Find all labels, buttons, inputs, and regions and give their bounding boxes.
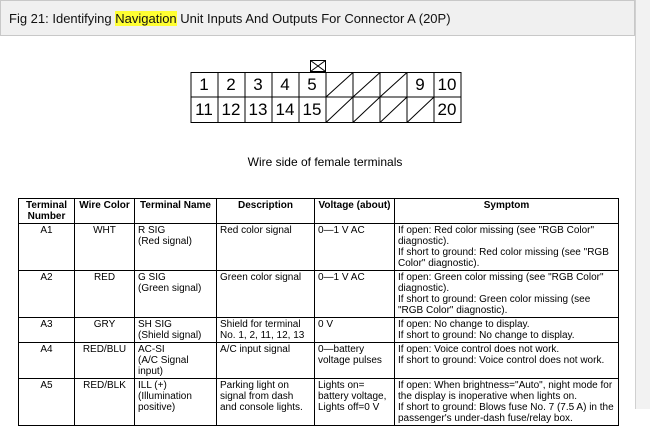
symptom-cell: If open: Red color missing (see "RGB Color" diagnostic). If short to ground: Red color missing (see "RGB Color" diagnostic). <box>395 224 619 271</box>
table-row <box>19 271 619 318</box>
wire-color-cell: RED/BLK <box>75 379 135 426</box>
pin-11: 11 <box>195 100 213 119</box>
voltage-cell: 0—battery voltage pulses <box>315 343 395 379</box>
terminal-name-cell: G SIG (Green signal) <box>135 271 217 318</box>
symptom-cell: If open: Green color missing (see "RGB Color" diagnostic). If short to ground: Green color missing (see "RGB Color" diagnostic). <box>395 271 619 318</box>
title-suffix: Unit Inputs And Outputs For Connector A (20P) <box>176 11 451 26</box>
figure-title <box>9 11 451 26</box>
table-row <box>19 343 619 379</box>
table-row <box>19 318 619 343</box>
terminal-name-cell: R SIG (Red signal) <box>135 224 217 271</box>
connector-diagram <box>190 72 462 123</box>
pin-5: 5 <box>307 75 317 94</box>
wire-side-label: Wire side of female terminals <box>247 155 403 169</box>
title-highlight: Navigation <box>115 11 177 26</box>
header-terminal-number: Terminal Number <box>19 199 75 224</box>
connector-lock-tab-icon <box>310 60 326 72</box>
voltage-cell: 0 V <box>315 318 395 343</box>
pin-1: 1 <box>199 75 209 94</box>
terminal-number-cell: A5 <box>19 379 75 426</box>
voltage-cell: 0—1 V AC <box>315 224 395 271</box>
wire-color-cell: RED/BLU <box>75 343 135 379</box>
description-cell: Parking light on signal from dash and console lights. <box>217 379 315 426</box>
pin-4: 4 <box>280 75 290 94</box>
terminal-name-cell: AC-SI (A/C Signal input) <box>135 343 217 379</box>
header-voltage: Voltage (about) <box>315 199 395 224</box>
scrollbar-track[interactable] <box>635 0 650 409</box>
wire-color-cell: WHT <box>75 224 135 271</box>
description-cell: Red color signal <box>217 224 315 271</box>
symptom-cell: If open: Voice control does not work. If short to ground: Voice control does not work. <box>395 343 619 379</box>
symptom-cell: If open: When brightness="Auto", night mode for the display is inoperative when lights on. If short to ground: Blows fuse No. 7 (7.5 A) in the passenger's under-dash fuse/relay box. <box>395 379 619 426</box>
voltage-cell: 0—1 V AC <box>315 271 395 318</box>
pin-10: 10 <box>437 75 457 94</box>
title-prefix: Fig 21: Identifying <box>9 11 116 26</box>
table-header-row <box>19 199 619 224</box>
pin-2: 2 <box>226 75 236 94</box>
pin-14: 14 <box>275 100 295 119</box>
terminal-name-cell: SH SIG (Shield signal) <box>135 318 217 343</box>
header-wire-color: Wire Color <box>75 199 135 224</box>
terminal-number-cell: A2 <box>19 271 75 318</box>
terminal-table <box>18 198 619 426</box>
voltage-cell: Lights on= battery voltage, Lights off=0 V <box>315 379 395 426</box>
description-cell: Green color signal <box>217 271 315 318</box>
table-row <box>19 224 619 271</box>
wire-color-cell: GRY <box>75 318 135 343</box>
symptom-cell: If open: No change to display. If short to ground: No change to display. <box>395 318 619 343</box>
figure-title-bar <box>0 0 635 36</box>
pin-12: 12 <box>221 100 241 119</box>
header-symptom: Symptom <box>395 199 619 224</box>
pin-20: 20 <box>437 100 457 119</box>
pin-3: 3 <box>253 75 263 94</box>
terminal-name-cell: ILL (+) (Illumination positive) <box>135 379 217 426</box>
pin-9: 9 <box>415 75 425 94</box>
description-cell: Shield for terminal No. 1, 2, 11, 12, 13 <box>217 318 315 343</box>
pin-13: 13 <box>248 100 268 119</box>
terminal-number-cell: A4 <box>19 343 75 379</box>
header-terminal-name: Terminal Name <box>135 199 217 224</box>
header-description: Description <box>217 199 315 224</box>
table-row <box>19 379 619 426</box>
pin-15: 15 <box>302 100 322 119</box>
terminal-number-cell: A3 <box>19 318 75 343</box>
wire-color-cell: RED <box>75 271 135 318</box>
terminal-number-cell: A1 <box>19 224 75 271</box>
description-cell: A/C input signal <box>217 343 315 379</box>
